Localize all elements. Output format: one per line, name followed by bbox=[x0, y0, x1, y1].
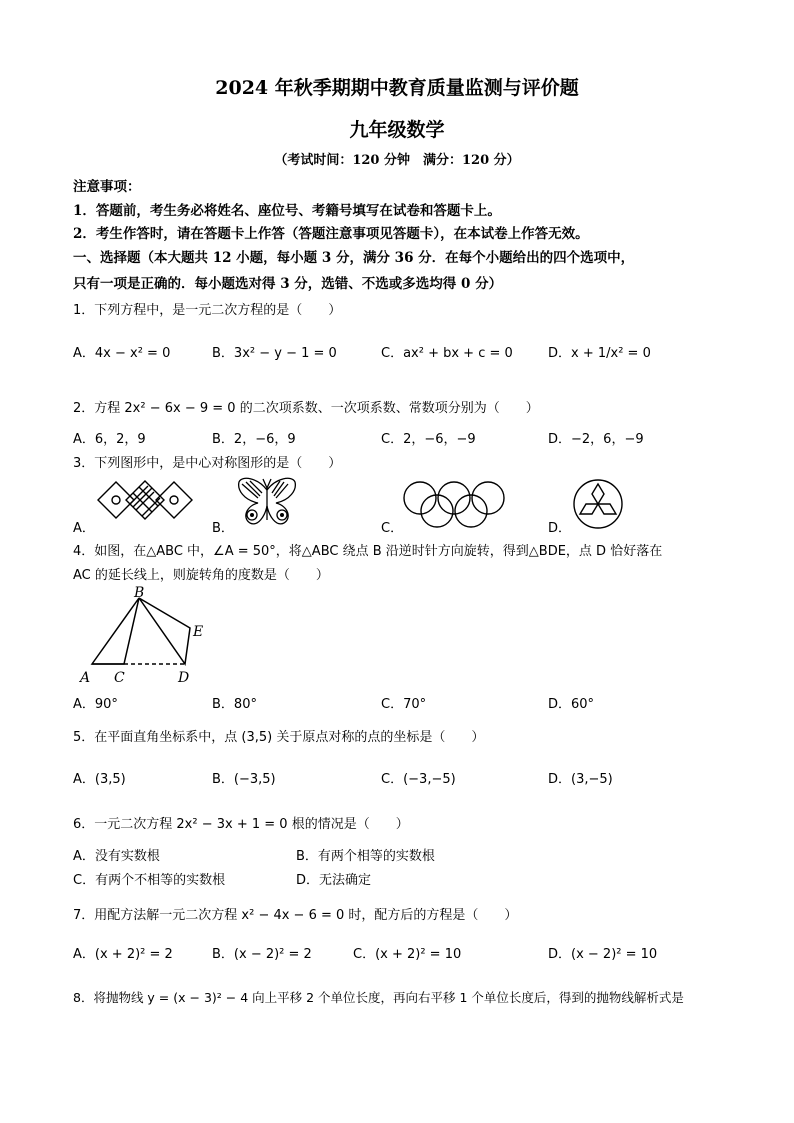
q5-option-b: B．(−3,5) bbox=[212, 772, 276, 787]
question-7-stem: 7．用配方法解一元二次方程 x² − 4x − 6 = 0 时，配方后的方程是（ ） bbox=[73, 908, 518, 923]
triangle-rotation-figure bbox=[74, 586, 224, 686]
q6-option-c: C．有两个不相等的实数根 bbox=[73, 873, 226, 888]
q4-option-a: A．90° bbox=[73, 697, 118, 712]
q2-option-a: A．6，2，9 bbox=[73, 432, 146, 447]
question-5-stem: 5．在平面直角坐标系中，点 (3,5) 关于原点对称的点的坐标是（ ） bbox=[73, 730, 485, 745]
section-heading-line2: 只有一项是正确的．每小题选对得 3 分，选错、不选或多选均得 0 分） bbox=[73, 276, 503, 292]
q7-option-a: A．(x + 2)² = 2 bbox=[73, 947, 173, 962]
question-3-stem: 3．下列图形中，是中心对称图形的是（ ） bbox=[73, 456, 342, 471]
question-2-stem: 2．方程 2x² − 6x − 9 = 0 的二次项系数、一次项系数、常数项分别为（ ） bbox=[73, 401, 539, 416]
fig-label-a: A bbox=[80, 670, 91, 686]
mitsubishi-circle-icon bbox=[572, 478, 624, 530]
page-subtitle: 九年级数学 bbox=[349, 119, 445, 141]
q4-option-b: B．80° bbox=[212, 697, 257, 712]
question-8-stem: 8．将抛物线 y = (x − 3)² − 4 向上平移 2 个单位长度，再向右平移 1 个单位长度后，得到的抛物线解析式是 bbox=[73, 990, 684, 1005]
q3-label-c: C． bbox=[381, 521, 404, 536]
section-heading-line1: 一、选择题（本大题共 12 小题，每小题 3 分，满分 36 分．在每个小题给出的四个选项中， bbox=[73, 250, 635, 266]
fig-label-e: E bbox=[193, 624, 204, 640]
q2-option-c: C．2，−6，−9 bbox=[381, 432, 476, 447]
chinese-knot-icon bbox=[96, 478, 194, 522]
q4-option-c: C．70° bbox=[381, 697, 427, 712]
q2-option-b: B．2，−6，9 bbox=[212, 432, 296, 447]
q5-option-c: C．(−3,−5) bbox=[381, 772, 456, 787]
exam-info: （考试时间：120 分钟 满分：120 分） bbox=[274, 153, 520, 168]
q1-option-d: D．x + 1/x² = 0 bbox=[548, 346, 651, 361]
notes-heading: 注意事项： bbox=[73, 179, 141, 195]
q7-option-c: C．(x + 2)² = 10 bbox=[353, 947, 462, 962]
q6-option-b: B．有两个相等的实数根 bbox=[296, 849, 435, 864]
q1-option-b: B．3x² − y − 1 = 0 bbox=[212, 346, 337, 361]
butterfly-icon bbox=[236, 476, 298, 528]
q2-option-d: D．−2，6，−9 bbox=[548, 432, 644, 447]
q4-option-d: D．60° bbox=[548, 697, 595, 712]
q1-option-c: C．ax² + bx + c = 0 bbox=[381, 346, 513, 361]
question-4-stem-line1: 4．如图，在△ABC 中，∠A = 50°，将△ABC 绕点 B 沿逆时针方向旋转，得到△BDE，点 D 恰好落在 bbox=[73, 544, 663, 559]
fig-label-d: D bbox=[178, 670, 190, 686]
q3-label-b: B． bbox=[212, 521, 234, 536]
q6-option-a: A．没有实数根 bbox=[73, 849, 160, 864]
q5-option-d: D．(3,−5) bbox=[548, 772, 613, 787]
q7-option-d: D．(x − 2)² = 10 bbox=[548, 947, 658, 962]
question-4-stem-line2: AC 的延长线上，则旋转角的度数是（ ） bbox=[73, 568, 329, 583]
q5-option-a: A．(3,5) bbox=[73, 772, 126, 787]
q6-option-d: D．无法确定 bbox=[296, 873, 372, 888]
page-title: 2024 年秋季期期中教育质量监测与评价题 bbox=[215, 77, 579, 99]
q3-label-a: A． bbox=[73, 521, 95, 536]
q1-option-a: A．4x − x² = 0 bbox=[73, 346, 171, 361]
question-1-stem: 1．下列方程中，是一元二次方程的是（ ） bbox=[73, 303, 342, 318]
question-6-stem: 6．一元二次方程 2x² − 3x + 1 = 0 根的情况是（ ） bbox=[73, 817, 409, 832]
fig-label-c: C bbox=[114, 670, 125, 686]
q7-option-b: B．(x − 2)² = 2 bbox=[212, 947, 312, 962]
olympic-rings-icon bbox=[402, 478, 506, 530]
note-item-2: 2．考生作答时，请在答题卡上作答（答题注意事项见答题卡），在本试卷上作答无效。 bbox=[73, 226, 589, 242]
fig-label-b: B bbox=[134, 586, 145, 601]
q3-label-d: D． bbox=[548, 521, 572, 536]
note-item-1: 1．答题前，考生务必将姓名、座位号、考籍号填写在试卷和答题卡上。 bbox=[73, 203, 501, 219]
